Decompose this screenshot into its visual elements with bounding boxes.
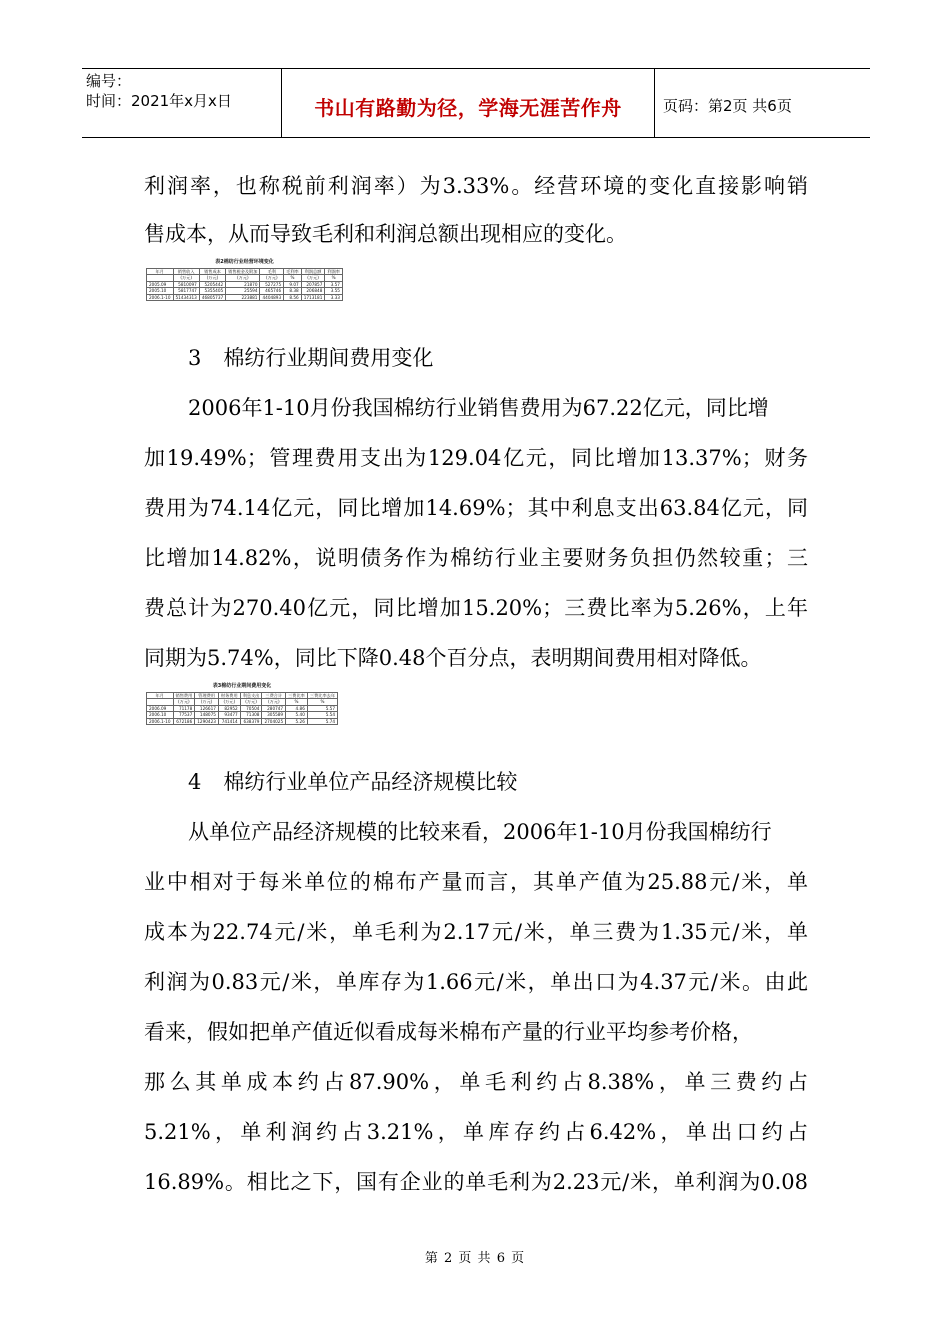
table-unit-cell: (万元)	[195, 699, 219, 705]
heading-text: 棉纺行业单位产品经济规模比较	[223, 770, 518, 794]
data-table	[146, 268, 343, 301]
table-cell: 207857	[301, 281, 325, 287]
text-line: 5.21%，单利润约占3.21%，单库存约占6.42%，单出口约占	[144, 1120, 808, 1144]
text-line: 比增加14.82%，说明债务作为棉纺行业主要财务负担仍然较重；三	[144, 546, 808, 570]
table-cell: 741414	[218, 718, 240, 724]
table-cell: 5817747	[173, 288, 199, 294]
table-cell: 1290423	[195, 718, 219, 724]
table-header-cell: 毛利	[260, 269, 284, 275]
table-unit-cell: (万元)	[240, 699, 262, 705]
table-cell: 3.33	[325, 294, 343, 300]
header-motto-cell	[282, 69, 655, 137]
table-unit-cell: (万元)	[173, 699, 195, 705]
text-line: 那么其单成本约占87.90%，单毛利约占8.38%，单三费约占	[144, 1070, 808, 1094]
table-cell: 71178	[173, 705, 195, 711]
header-page-info: 页码：第2页 共6页	[663, 96, 792, 115]
table-cell: 5.54	[307, 712, 337, 718]
table-cell: 148075	[195, 712, 219, 718]
table-cell: 51434313	[173, 294, 199, 300]
table-cell: 527275	[260, 281, 284, 287]
table-unit-cell: (万元)	[260, 275, 284, 281]
table-business-environment	[146, 258, 343, 301]
table-header-cell: 三费比率	[286, 693, 308, 699]
table-cell: 465746	[260, 288, 284, 294]
text-line: 看来，假如把单产值近似看成每米棉布产量的行业平均参考价格，	[144, 1020, 753, 1044]
table-unit-cell: (万元)	[262, 699, 286, 705]
heading-number: 4	[188, 770, 202, 794]
text-line: 费用为74.14亿元，同比增加14.69%；其中利息支出63.84亿元，同	[144, 496, 808, 520]
text-line: 售成本，从而导致毛利和利润总额出现相应的变化。	[144, 222, 627, 246]
table-cell: 21870	[226, 281, 260, 287]
table-cell: 25594	[226, 288, 260, 294]
table-cell: 2005.09	[147, 281, 174, 287]
table-cell: 1713181	[301, 294, 325, 300]
text-line: 2006年1-10月份我国棉纺行业销售费用为67.22亿元，同比增	[188, 396, 769, 420]
table-cell: 71308	[240, 712, 262, 718]
text-line: 加19.49%；管理费用支出为129.04亿元，同比增加13.37%；财务	[144, 446, 808, 470]
table-cell: 638379	[240, 718, 262, 724]
table-header-cell: 利息支出	[240, 693, 262, 699]
page-header	[82, 68, 870, 138]
table-header-cell: 销售成本	[199, 269, 225, 275]
table-unit-cell: (万元)	[173, 275, 199, 281]
table-cell: 8.56	[284, 294, 302, 300]
text-line: 同期为5.74%，同比下降0.48个百分点，表明期间费用相对降低。	[144, 646, 762, 670]
table-cell: 82952	[218, 705, 240, 711]
table-row	[147, 718, 338, 724]
table-unit-cell: %	[284, 275, 302, 281]
table-unit-cell: %	[307, 699, 337, 705]
text-line: 费总计为270.40亿元，同比增加15.20%；三费比率为5.26%，上年	[144, 596, 808, 620]
table-unit-cell: (万元)	[301, 275, 325, 281]
table-cell: 5.40	[286, 712, 308, 718]
table-cell: 2704025	[262, 718, 286, 724]
table-cell: 77537	[173, 712, 195, 718]
table-cell: 5.57	[307, 705, 337, 711]
table-header-cell: 年月	[147, 269, 174, 275]
table-cell: 5355405	[199, 288, 225, 294]
section-heading-3	[188, 344, 433, 372]
table-period-expenses	[146, 682, 338, 725]
table-cell: 5.26	[286, 718, 308, 724]
heading-number: 3	[188, 346, 202, 370]
table-cell: 223881	[226, 294, 260, 300]
table-cell: 2006.1-10	[147, 294, 174, 300]
table-cell: 2006.10	[147, 712, 174, 718]
table-cell: 2005.10	[147, 288, 174, 294]
data-table	[146, 692, 338, 725]
table-unit-cell: (万元)	[199, 275, 225, 281]
table-cell: 8.38	[284, 288, 302, 294]
table-cell: 280747	[262, 705, 286, 711]
table-cell: 206848	[301, 288, 325, 294]
table-cell: 93477	[218, 712, 240, 718]
table-cell: 5810097	[173, 281, 199, 287]
table-cell: 3.57	[325, 281, 343, 287]
table-unit-cell: (万元)	[218, 699, 240, 705]
text-line: 业中相对于每米单位的棉布产量而言，其单产值为25.88元/米，单	[144, 870, 808, 894]
page-footer: 第 2 页 共 6 页	[424, 1251, 526, 1266]
table-cell: 9.07	[284, 281, 302, 287]
date-label: 时间：2021年x月x日	[86, 92, 232, 110]
text-line: 从单位产品经济规模的比较来看，2006年1-10月份我国棉纺行	[188, 820, 772, 844]
table-header-cell: 年月	[147, 693, 174, 699]
table-header-cell: 管理费用	[195, 693, 219, 699]
table-header-cell: 利润总额	[301, 269, 325, 275]
table-header-cell: 三费合计	[262, 693, 286, 699]
text-line: 利润为0.83元/米，单库存为1.66元/米，单出口为4.37元/米。由此	[144, 970, 808, 994]
table-cell: 46805737	[199, 294, 225, 300]
header-left-cell	[82, 69, 282, 137]
table-cell: 2006.09	[147, 705, 174, 711]
table-header-cell: 三费比率去年	[307, 693, 337, 699]
table-cell: 672186	[173, 718, 195, 724]
table-cell: 5205442	[199, 281, 225, 287]
table-cell: 3.55	[325, 288, 343, 294]
table-cell: 305589	[262, 712, 286, 718]
table-unit-cell: %	[286, 699, 308, 705]
table-row	[147, 294, 343, 300]
table-unit-cell: (万元)	[226, 275, 260, 281]
heading-text: 棉纺行业期间费用变化	[223, 346, 434, 370]
table-cell: 126617	[195, 705, 219, 711]
table-header-cell: 销售收入	[173, 269, 199, 275]
motto: 书山有路勤为径，学海无涯苦作舟	[314, 95, 622, 120]
table-header-cell: 毛利率	[284, 269, 302, 275]
table-header-cell: 销售税金及附加	[226, 269, 260, 275]
table-unit-cell: %	[325, 275, 343, 281]
text-line: 利润率，也称税前利润率）为3.33%。经营环境的变化直接影响销	[144, 174, 808, 198]
section-heading-4	[188, 768, 517, 796]
table-title: 表2棉纺行业经营环境变化	[215, 259, 274, 265]
text-line: 成本为22.74元/米，单毛利为2.17元/米，单三费为1.35元/米，单	[144, 920, 808, 944]
table-header-cell: 利润率	[325, 269, 343, 275]
table-title: 表3棉纺行业期间费用变化	[212, 683, 272, 689]
table-cell: 4404893	[260, 294, 284, 300]
table-header-cell: 财务费用	[218, 693, 240, 699]
table-cell: 4.86	[286, 705, 308, 711]
number-label: 编号：	[86, 72, 132, 90]
text-line: 16.89%。相比之下，国有企业的单毛利为2.23元/米，单利润为0.08	[144, 1170, 808, 1194]
table-cell: 70504	[240, 705, 262, 711]
table-cell: 5.74	[307, 718, 337, 724]
table-cell: 2006.1-10	[147, 718, 174, 724]
table-header-cell: 销售费用	[173, 693, 195, 699]
